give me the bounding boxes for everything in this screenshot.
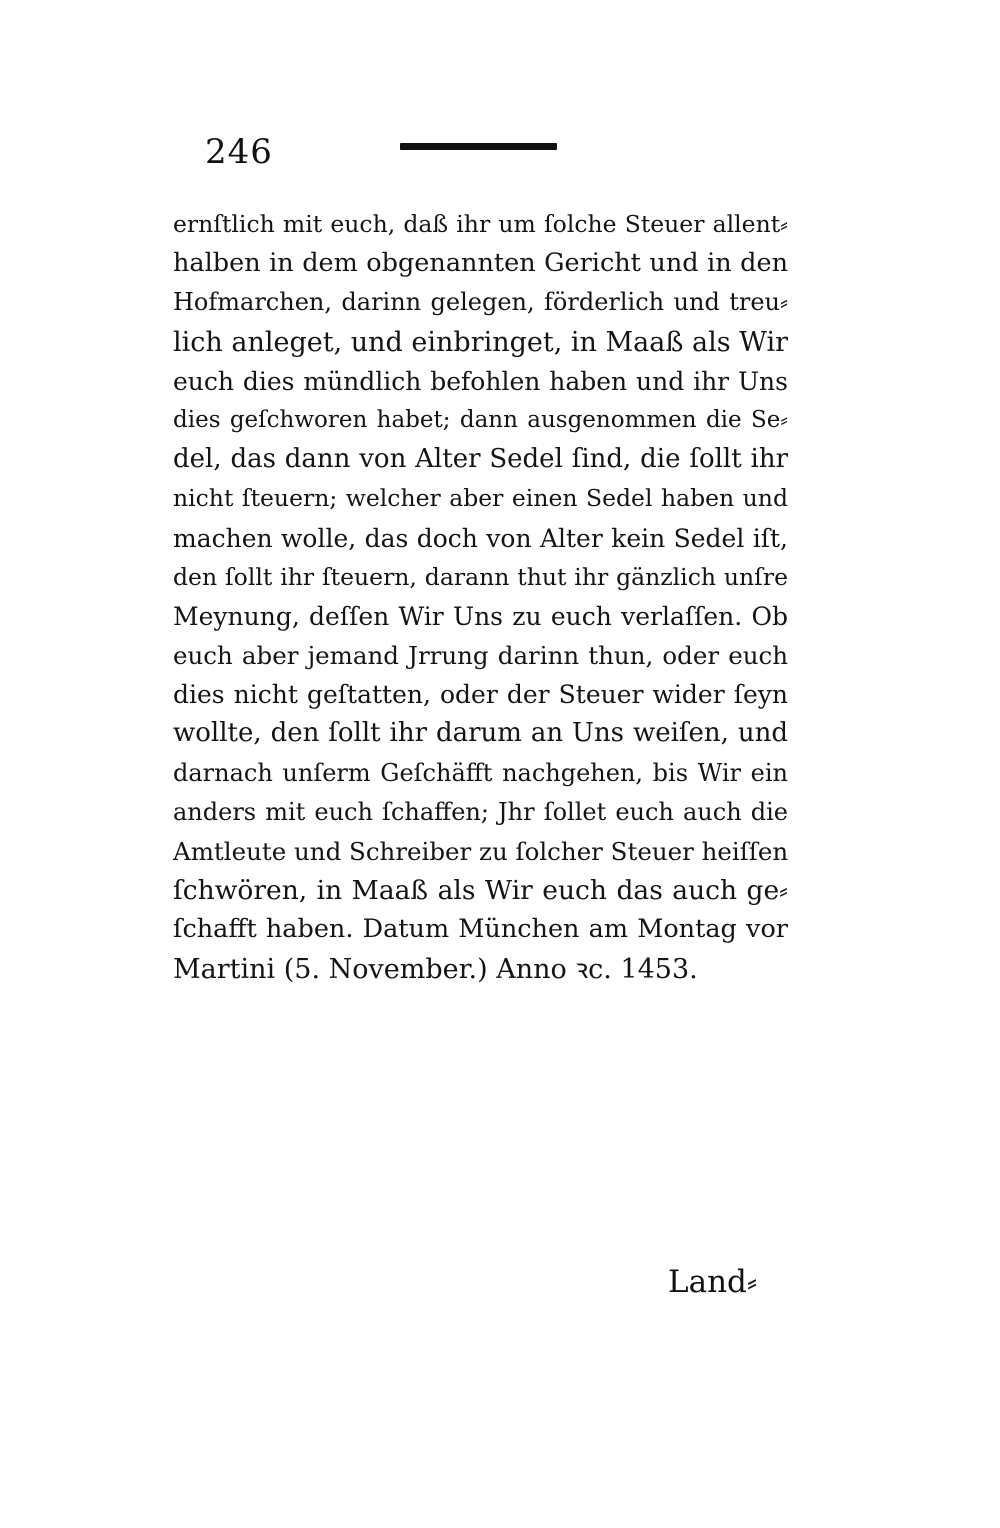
page-number: 246 [205, 132, 273, 172]
text-line: anders mit euch ſchaffen; Jhr ſollet euch auch die [173, 797, 788, 826]
text-line: ernſtlich mit euch, daß ihr um ſolche Steuer allent⸗ [173, 210, 788, 238]
text-line: euch dies mündlich befohlen haben und ihr Uns [173, 366, 788, 396]
body-text [173, 205, 788, 989]
text-line: den ſollt ihr ſteuern, darann thut ihr gänzlich unſre [173, 562, 788, 591]
text-line: wollte, den ſollt ihr darum an Uns weiſen, und [173, 718, 788, 749]
catchword: Land⸗ [668, 1264, 758, 1300]
text-line: machen wolle, das doch von Alter kein Sedel iſt, [173, 523, 788, 553]
text-line: nicht ſteuern; welcher aber einen Sedel haben und [173, 484, 788, 513]
text-line: dies geſchworen habet; dann ausgenommen die Se⸗ [173, 406, 788, 433]
text-line: euch aber jemand Jrrung darinn thun, oder euch [173, 641, 788, 671]
text-line: Hofmarchen, darinn gelegen, förderlich und treu⸗ [173, 288, 788, 317]
text-line: Meynung, deſſen Wir Uns zu euch verlaſſen. Ob [173, 601, 788, 631]
text-line: lich anleget, und einbringet, in Maaß als Wir [173, 326, 788, 358]
text-line-last: Martini (5. November.) Anno ꝛc. 1453. [173, 953, 698, 985]
text-line: ſchafft haben. Datum München am Montag vor [173, 914, 788, 945]
text-line: Amtleute und Schreiber zu ſolcher Steuer heiſſen [173, 837, 789, 866]
text-line: ſchwören, in Maaß als Wir euch das auch ge⸗ [173, 875, 788, 907]
text-line: halben in dem obgenannten Gericht und in den [173, 248, 788, 279]
header-rule [400, 143, 557, 150]
text-line: darnach unſerm Geſchäfft nachgehen, bis Wir ein [173, 758, 788, 787]
text-line: dies nicht geſtatten, oder der Steuer wider ſeyn [173, 680, 788, 710]
text-line: del, das dann von Alter Sedel ſind, die ſollt ihr [173, 444, 788, 475]
